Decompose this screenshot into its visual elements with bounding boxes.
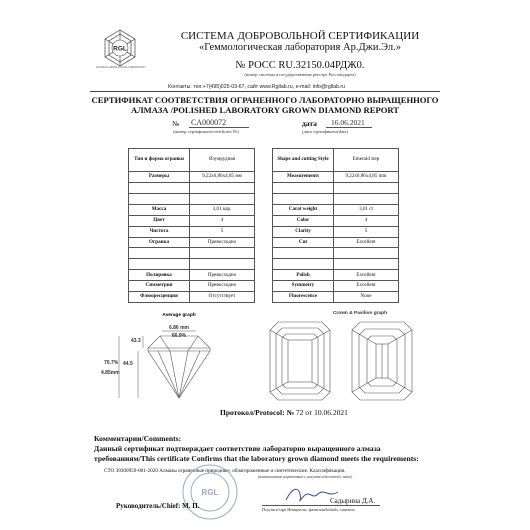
diamond-profile (148, 336, 210, 398)
date-label: дата (302, 119, 317, 128)
logo-subtext: RUSSIAN GEMOLOGICAL LABORATORY (96, 66, 146, 69)
table-row (273, 237, 399, 248)
certificate-title-line1: СЕРТИФИКАТ СООТВЕТСТВИЯ ОГРАНЕННОГО ЛАБОРАТОРНО ВЫРАЩЕННОГО (91, 95, 439, 105)
stamp-text: RGL (201, 488, 219, 497)
standard-note: (наименование нормативного документа/document's name) (258, 475, 353, 479)
registry-number: № РОСС RU.32150.04РДЖ0. (235, 60, 365, 71)
row-label: Polish (273, 270, 334, 281)
row-label: Размеры (129, 172, 190, 183)
row-label (129, 182, 190, 193)
table-row (129, 270, 255, 281)
table-row (273, 292, 399, 303)
table-row (129, 226, 255, 237)
certificate-title-line2: АЛМАЗА /POLISHED LABORATORY GROWN DIAMOND REPORT (130, 105, 400, 115)
row-value: 4 (334, 215, 399, 226)
table-row (273, 182, 399, 193)
certificate-date: 16.06.2021 (331, 118, 365, 127)
table-row (273, 149, 399, 172)
certificate-number-note: (номер сертификата/certificate №) (173, 129, 239, 134)
row-label (129, 259, 190, 270)
average-graph-label: Average graph (162, 313, 196, 318)
row-label: Тип и форма огранки (129, 149, 190, 172)
signer-name: Садырина Д.А. (330, 497, 376, 505)
table-row (129, 281, 255, 292)
head-signature-label: Руководитель/Chief: М. П. (116, 502, 200, 510)
table-row (273, 259, 399, 270)
certificate-number-underline (189, 127, 249, 128)
depth-mm-label: 4.85mm (101, 370, 120, 376)
system-title: СИСТЕМА ДОБРОВОЛЬНОЙ СЕРТИФИКАЦИИ (180, 30, 420, 42)
table-row (273, 215, 399, 226)
row-value: Превосходно (190, 281, 255, 292)
row-value (334, 259, 399, 270)
row-label: Measurements (273, 172, 334, 183)
crown-pavilion-label: Crown & Pavilion graph (332, 311, 388, 316)
row-label: Масса (129, 204, 190, 215)
row-value (334, 193, 399, 204)
table-row (129, 204, 255, 215)
row-label (273, 259, 334, 270)
row-value: Изумрудная (190, 149, 255, 172)
comments-title: Комментарии/Comments: (94, 434, 182, 443)
row-label: Чистота (129, 226, 190, 237)
row-label (273, 248, 334, 259)
rgl-logo (100, 28, 140, 68)
row-label (129, 248, 190, 259)
row-label (273, 182, 334, 193)
lab-stamp (180, 462, 240, 522)
lab-name: «Геммологическая лаборатория Ар.Джи.Эл.» (198, 42, 402, 53)
row-value (190, 193, 255, 204)
row-value: 3,01 ct (334, 204, 399, 215)
row-label: Цвет (129, 215, 190, 226)
row-label: Симметрия (129, 281, 190, 292)
row-label: Cut (273, 237, 334, 248)
table-percent-label: 66.9% (171, 333, 187, 339)
row-value: None (334, 292, 399, 303)
row-label: Color (273, 215, 334, 226)
row-value: Excellent (334, 237, 399, 248)
table-row (273, 270, 399, 281)
table-row (273, 248, 399, 259)
row-value (190, 182, 255, 193)
table-row (273, 204, 399, 215)
signature-line (262, 505, 380, 506)
table-russian (128, 148, 255, 303)
depth-percent-label: 70.7% (104, 360, 119, 366)
contacts: Контакты: тел.+7(495)025-03-67, сайт www.Rgllab.ru, e-mail: info@rgllab.ru (168, 84, 345, 90)
comments-text-line1: Данный сертификат подтверждает соответствие лабораторно выращенного алмаза (94, 444, 381, 453)
table-row (129, 172, 255, 183)
comments-text-line2: требованиям/This certificate Confirms that the laboratory grown diamond meets the requirements: (94, 454, 419, 463)
pavilion-percent-label: 44.5 (123, 361, 133, 367)
date-underline (326, 127, 372, 128)
table-english (272, 148, 399, 303)
protocol-number-sign: № (286, 408, 295, 417)
row-value: 9,22x6,86x4,85 мм (190, 172, 255, 183)
row-label: Carat weight (273, 204, 334, 215)
registry-note: (номер системы в государственном реестре Росстандарта) (244, 72, 356, 77)
header-divider (90, 91, 440, 92)
row-label (129, 193, 190, 204)
table-row (129, 193, 255, 204)
table-row (129, 182, 255, 193)
table-row (129, 237, 255, 248)
table-row (273, 281, 399, 292)
row-value (190, 259, 255, 270)
crown-view-diagram (268, 320, 332, 402)
certificate-title (90, 95, 440, 115)
row-value: 9,22x6,86x4,85 mm (334, 172, 399, 183)
table-width-label: 6.86 mm (168, 325, 190, 331)
logo-text: RGL (113, 45, 127, 53)
protocol-value: 72 от 10.06.2021 (295, 408, 348, 417)
standard-reference: СТО 39300959-001-2020 Алмазы ограненные природные, облагороженные и синтетические. Классификация. (104, 468, 346, 474)
row-value: Отсутствует (190, 292, 255, 303)
table-row (129, 149, 255, 172)
row-value: 5 (334, 226, 399, 237)
row-value: 3,01 кар. (190, 204, 255, 215)
certificate-number-label: № (172, 119, 180, 128)
row-value (334, 248, 399, 259)
row-label: Огранка (129, 237, 190, 248)
row-value: 4 (190, 215, 255, 226)
certificate-number: CA000072 (191, 118, 227, 127)
pavilion-view-diagram (350, 320, 414, 402)
row-label: Symmetry (273, 281, 334, 292)
comments-text (94, 444, 424, 464)
protocol-line (220, 408, 470, 417)
row-label: Полировка (129, 270, 190, 281)
row-label: Clarity (273, 226, 334, 237)
table-row (273, 226, 399, 237)
table-row (129, 248, 255, 259)
date-note: (дата сертификата/date) (302, 129, 348, 134)
row-label (273, 193, 334, 204)
row-label: Флюоресценция (129, 292, 190, 303)
row-label: Fluorescence (273, 292, 334, 303)
row-value: Excellent (334, 270, 399, 281)
row-value: Превосходно (190, 237, 255, 248)
row-value (190, 248, 255, 259)
crown-percent-label: 43.3 (131, 338, 141, 344)
protocol-label: Протокол/Protocol: (220, 408, 285, 417)
row-label: Shape and cutting Style (273, 149, 334, 172)
table-row (129, 292, 255, 303)
table-row (273, 172, 399, 183)
table-row (129, 259, 255, 270)
signature-note: Подпись/sign Инициалы, фамилия/Initials, surname (262, 507, 355, 512)
row-value (334, 182, 399, 193)
row-value: Превосходно (190, 270, 255, 281)
row-value: Emerald step (334, 149, 399, 172)
average-profile-diagram (88, 308, 228, 404)
table-row (129, 215, 255, 226)
row-value: 5 (190, 226, 255, 237)
row-value: Excellent (334, 281, 399, 292)
table-row (273, 193, 399, 204)
